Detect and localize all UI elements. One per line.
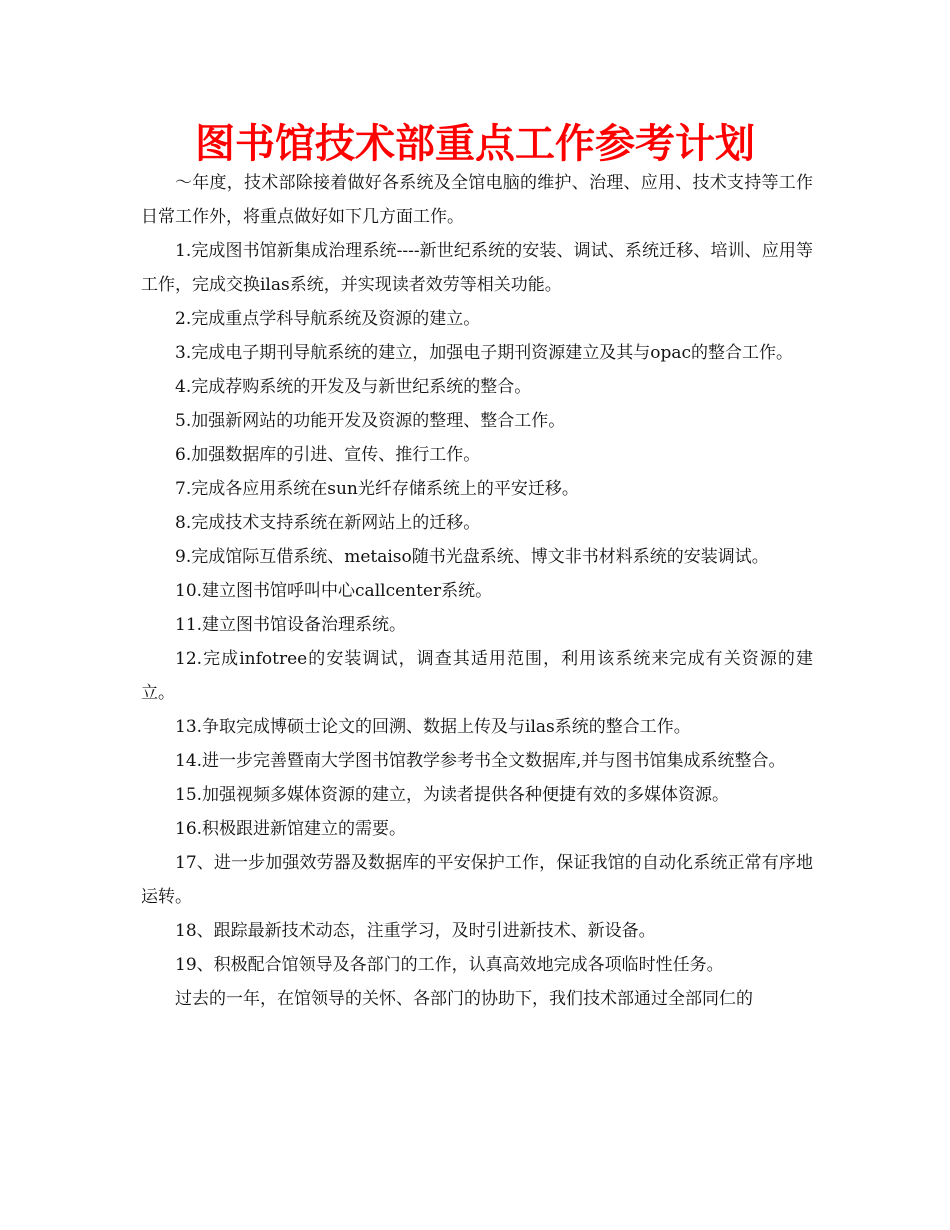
- paragraph-item-15: 15.加强视频多媒体资源的建立，为读者提供各种便捷有效的多媒体资源。: [175, 785, 730, 805]
- paragraph-item-16: 16.积极跟进新馆建立的需要。: [175, 819, 407, 839]
- paragraph-item-19: 19、积极配合馆领导及各部门的工作，认真高效地完成各项临时性任务。: [175, 955, 724, 975]
- paragraph-item-9: 9.完成馆际互借系统、metaiso随书光盘系统、博文非书材料系统的安装调试。: [175, 547, 769, 567]
- paragraph-item-10: 10.建立图书馆呼叫中心callcenter系统。: [175, 581, 493, 601]
- paragraph-item-5: 5.加强新网站的功能开发及资源的整理、整合工作。: [175, 411, 566, 431]
- document-body: [141, 166, 813, 1016]
- paragraph-item-14: 14.进一步完善暨南大学图书馆教学参考书全文数据库,并与图书馆集成系统整合。: [175, 751, 786, 771]
- paragraph-item-18: 18、跟踪最新技术动态，注重学习，及时引进新技术、新设备。: [175, 921, 656, 941]
- paragraph-item-8: 8.完成技术支持系统在新网站上的迁移。: [175, 513, 481, 533]
- paragraph-item-4: 4.完成荐购系统的开发及与新世纪系统的整合。: [175, 377, 532, 397]
- paragraph-item-1: 1.完成图书馆新集成治理系统----新世纪系统的安装、调试、系统迁移、培训、应用等工作，完成交换ilas系统，并实现读者效劳等相关功能。: [141, 241, 813, 295]
- paragraph-summary: 过去的一年，在馆领导的关怀、各部门的协助下，我们技术部通过全部同仁的: [175, 989, 753, 1009]
- paragraph-item-17: 17、进一步加强效劳器及数据库的平安保护工作，保证我馆的自动化系统正常有序地运转。: [141, 853, 813, 907]
- paragraph-item-13: 13.争取完成博硕士论文的回溯、数据上传及与ilas系统的整合工作。: [175, 717, 691, 737]
- paragraph-item-3: 3.完成电子期刊导航系统的建立，加强电子期刊资源建立及其与opac的整合工作。: [175, 343, 793, 363]
- paragraph-item-2: 2.完成重点学科导航系统及资源的建立。: [175, 309, 481, 329]
- document-title: 图书馆技术部重点工作参考计划: [195, 121, 755, 167]
- paragraph-intro: ～年度，技术部除接着做好各系统及全馆电脑的维护、治理、应用、技术支持等工作日常工作外，将重点做好如下几方面工作。: [141, 173, 813, 227]
- paragraph-item-12: 12.完成infotree的安装调试，调查其适用范围，利用该系统来完成有关资源的建立。: [141, 649, 813, 703]
- paragraph-item-11: 11.建立图书馆设备治理系统。: [175, 615, 407, 635]
- paragraph-item-6: 6.加强数据库的引进、宣传、推行工作。: [175, 445, 481, 465]
- paragraph-item-7: 7.完成各应用系统在sun光纤存储系统上的平安迁移。: [175, 479, 579, 499]
